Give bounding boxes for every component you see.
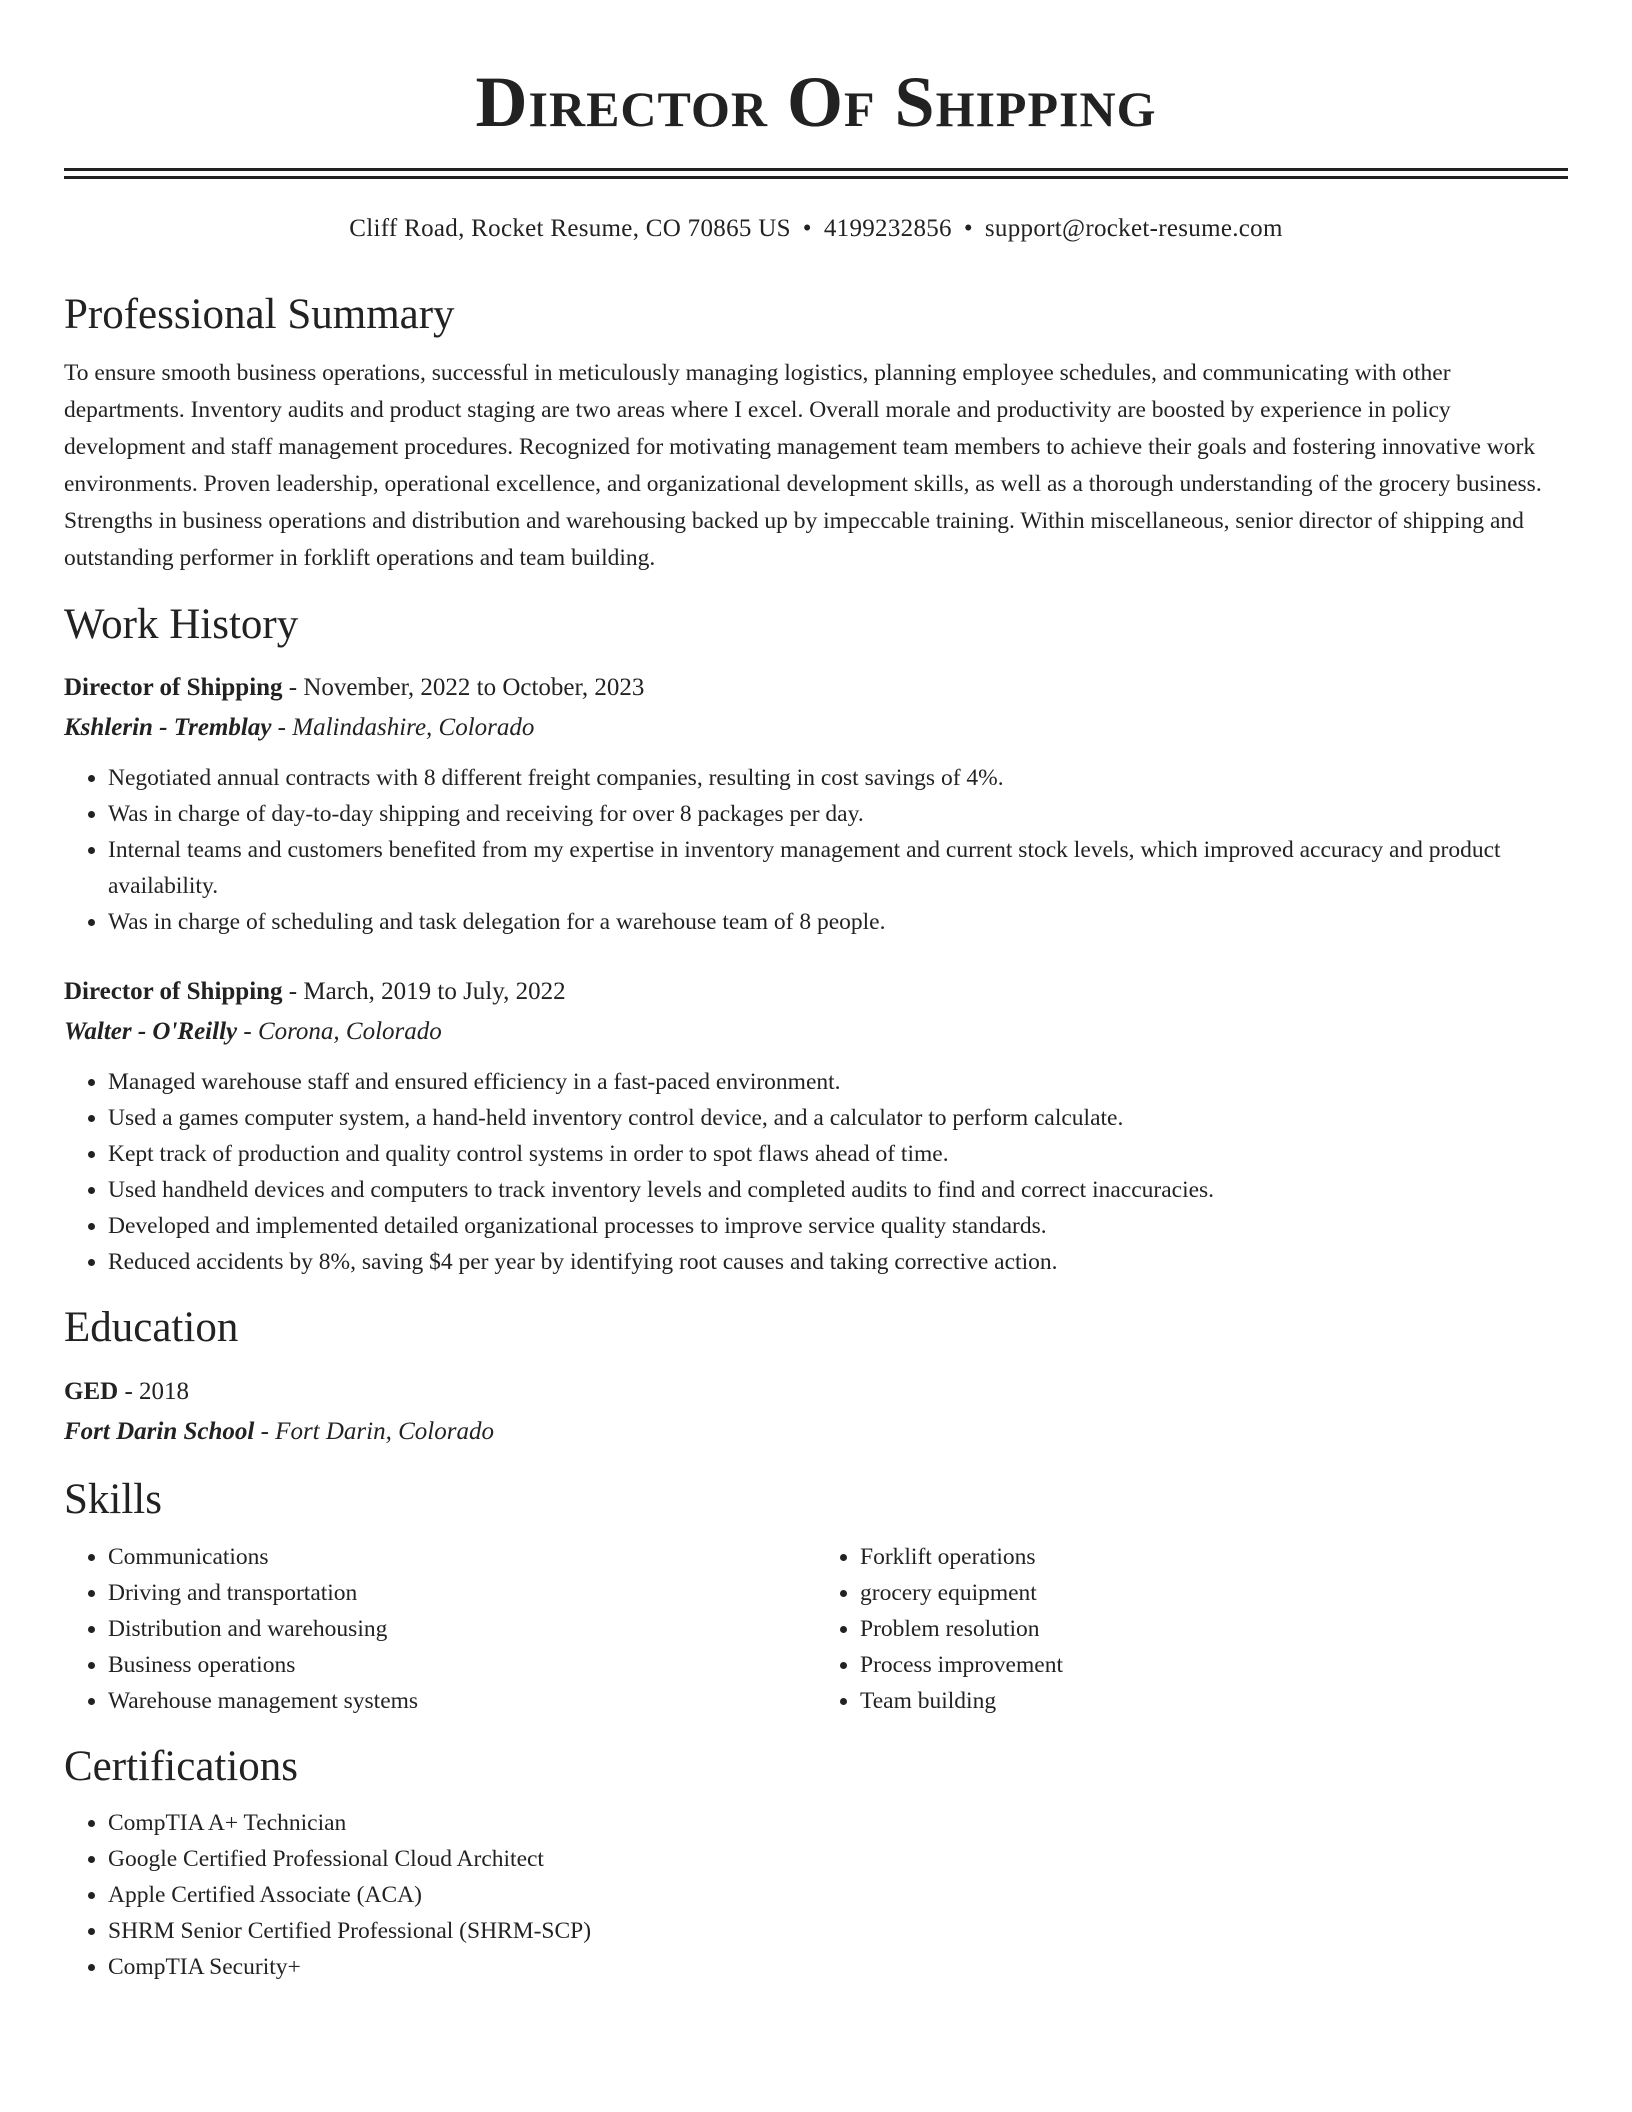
education-section xyxy=(64,1302,1568,1452)
skill-item: • Communications xyxy=(108,1539,816,1575)
education-school-line xyxy=(64,1412,1568,1452)
job-bullet: • Kept track of production and quality control systems in order to spot flaws ahead of time. xyxy=(108,1136,1568,1172)
skills-list-left xyxy=(64,1539,816,1719)
work-history-heading: Work History xyxy=(64,600,299,648)
job-entry xyxy=(64,972,1568,1280)
skill-item: • Warehouse management systems xyxy=(108,1683,816,1719)
contact-phone: 4199232856 xyxy=(823,215,952,242)
job-bullet: • Used a games computer system, a hand-held inventory control device, and a calculator to perform calculate. xyxy=(108,1100,1568,1136)
skills-heading: Skills xyxy=(64,1475,162,1523)
job-title-line xyxy=(64,972,1568,1012)
skill-item: • Business operations xyxy=(108,1647,816,1683)
education-degree: GED xyxy=(64,1377,119,1405)
job-title-line xyxy=(64,668,1568,708)
education-year: - 2018 xyxy=(118,1377,190,1405)
job-bullet: • Developed and implemented detailed organizational processes to improve service quality standards. xyxy=(108,1208,1568,1244)
job-bullets xyxy=(64,760,1568,940)
certifications-list xyxy=(64,1805,1568,1985)
job-bullet: • Was in charge of scheduling and task delegation for a warehouse team of 8 people. xyxy=(108,904,1568,940)
skill-item: • Forklift operations xyxy=(860,1539,1568,1575)
skills-columns xyxy=(64,1525,1568,1719)
job-bullet: • Managed warehouse staff and ensured efficiency in a fast-paced environment. xyxy=(108,1064,1568,1100)
skill-item: • Distribution and warehousing xyxy=(108,1611,816,1647)
certification-item: • Google Certified Professional Cloud Architect xyxy=(108,1841,1568,1877)
education-degree-line xyxy=(64,1372,1568,1412)
job-dates: - November, 2022 to October, 2023 xyxy=(282,674,645,702)
contact-separator: • xyxy=(963,215,973,242)
job-title: Director of Shipping xyxy=(64,674,283,702)
certifications-section xyxy=(64,1741,1568,1985)
job-bullet: • Internal teams and customers benefited from my expertise in inventory management and current stock levels, which improved accuracy and product availability. xyxy=(108,832,1568,904)
education-school: Fort Darin School xyxy=(64,1417,255,1445)
header-rule-top xyxy=(64,168,1568,171)
resume-title: Director Of Shipping xyxy=(475,62,1157,142)
job-company-line xyxy=(64,1012,1568,1052)
work-history-section xyxy=(64,599,1568,1281)
certification-item: • SHRM Senior Certified Professional (SHRM-SCP) xyxy=(108,1913,1568,1949)
summary-text: To ensure smooth business operations, successful in meticulously managing logistics, planning employee schedules, and communicating with other departments. Inventory audits and product staging are two areas where I excel. Overall morale and productivity are boosted by experience in policy development and staff management procedures. Recognized for motivating management team members to achieve their goals and fostering innovative work environments. Proven leadership, operational excellence, and organizational development skills, as well as a thorough understanding of the grocery business. Strengths in business operations and distribution and warehousing backed up by impeccable training. Within miscellaneous, senior director of shipping and outstanding performer in forklift operations and team building. xyxy=(64,359,1542,571)
summary-heading: Professional Summary xyxy=(64,291,455,338)
certification-item: • CompTIA A+ Technician xyxy=(108,1805,1568,1841)
certification-item: • CompTIA Security+ xyxy=(108,1949,1568,1985)
job-bullets xyxy=(64,1064,1568,1280)
header-rule-bottom xyxy=(64,176,1568,179)
certification-item: • Apple Certified Associate (ACA) xyxy=(108,1877,1568,1913)
job-location: - Corona, Colorado xyxy=(237,1018,442,1046)
job-bullet: • Was in charge of day-to-day shipping and receiving for over 8 packages per day. xyxy=(108,796,1568,832)
skill-item: • Driving and transportation xyxy=(108,1575,816,1611)
skill-item: • grocery equipment xyxy=(860,1575,1568,1611)
job-location: - Malindashire, Colorado xyxy=(271,714,535,742)
contact-line xyxy=(64,215,1568,243)
contact-separator: • xyxy=(802,215,812,242)
job-company: Kshlerin - Tremblay xyxy=(64,714,272,742)
education-entry xyxy=(64,1372,1568,1452)
skills-section xyxy=(64,1474,1568,1720)
education-heading: Education xyxy=(64,1304,239,1352)
skill-item: • Problem resolution xyxy=(860,1611,1568,1647)
contact-address: Cliff Road, Rocket Resume, CO 70865 US xyxy=(349,215,791,242)
job-bullet: • Reduced accidents by 8%, saving $4 per year by identifying root causes and taking corrective action. xyxy=(108,1244,1568,1280)
job-entry xyxy=(64,668,1568,940)
certifications-heading: Certifications xyxy=(64,1743,299,1791)
education-location: - Fort Darin, Colorado xyxy=(254,1417,494,1445)
contact-email: support@rocket-resume.com xyxy=(984,215,1283,242)
job-dates: - March, 2019 to July, 2022 xyxy=(282,978,566,1006)
job-bullet: • Negotiated annual contracts with 8 different freight companies, resulting in cost savings of 4%. xyxy=(108,760,1568,796)
skill-item: • Team building xyxy=(860,1683,1568,1719)
job-company: Walter - O'Reilly xyxy=(64,1018,238,1046)
job-title: Director of Shipping xyxy=(64,978,283,1006)
skills-list-right xyxy=(816,1539,1568,1719)
skill-item: • Process improvement xyxy=(860,1647,1568,1683)
job-bullet: • Used handheld devices and computers to track inventory levels and completed audits to find and correct inaccuracies. xyxy=(108,1172,1568,1208)
job-company-line xyxy=(64,708,1568,748)
